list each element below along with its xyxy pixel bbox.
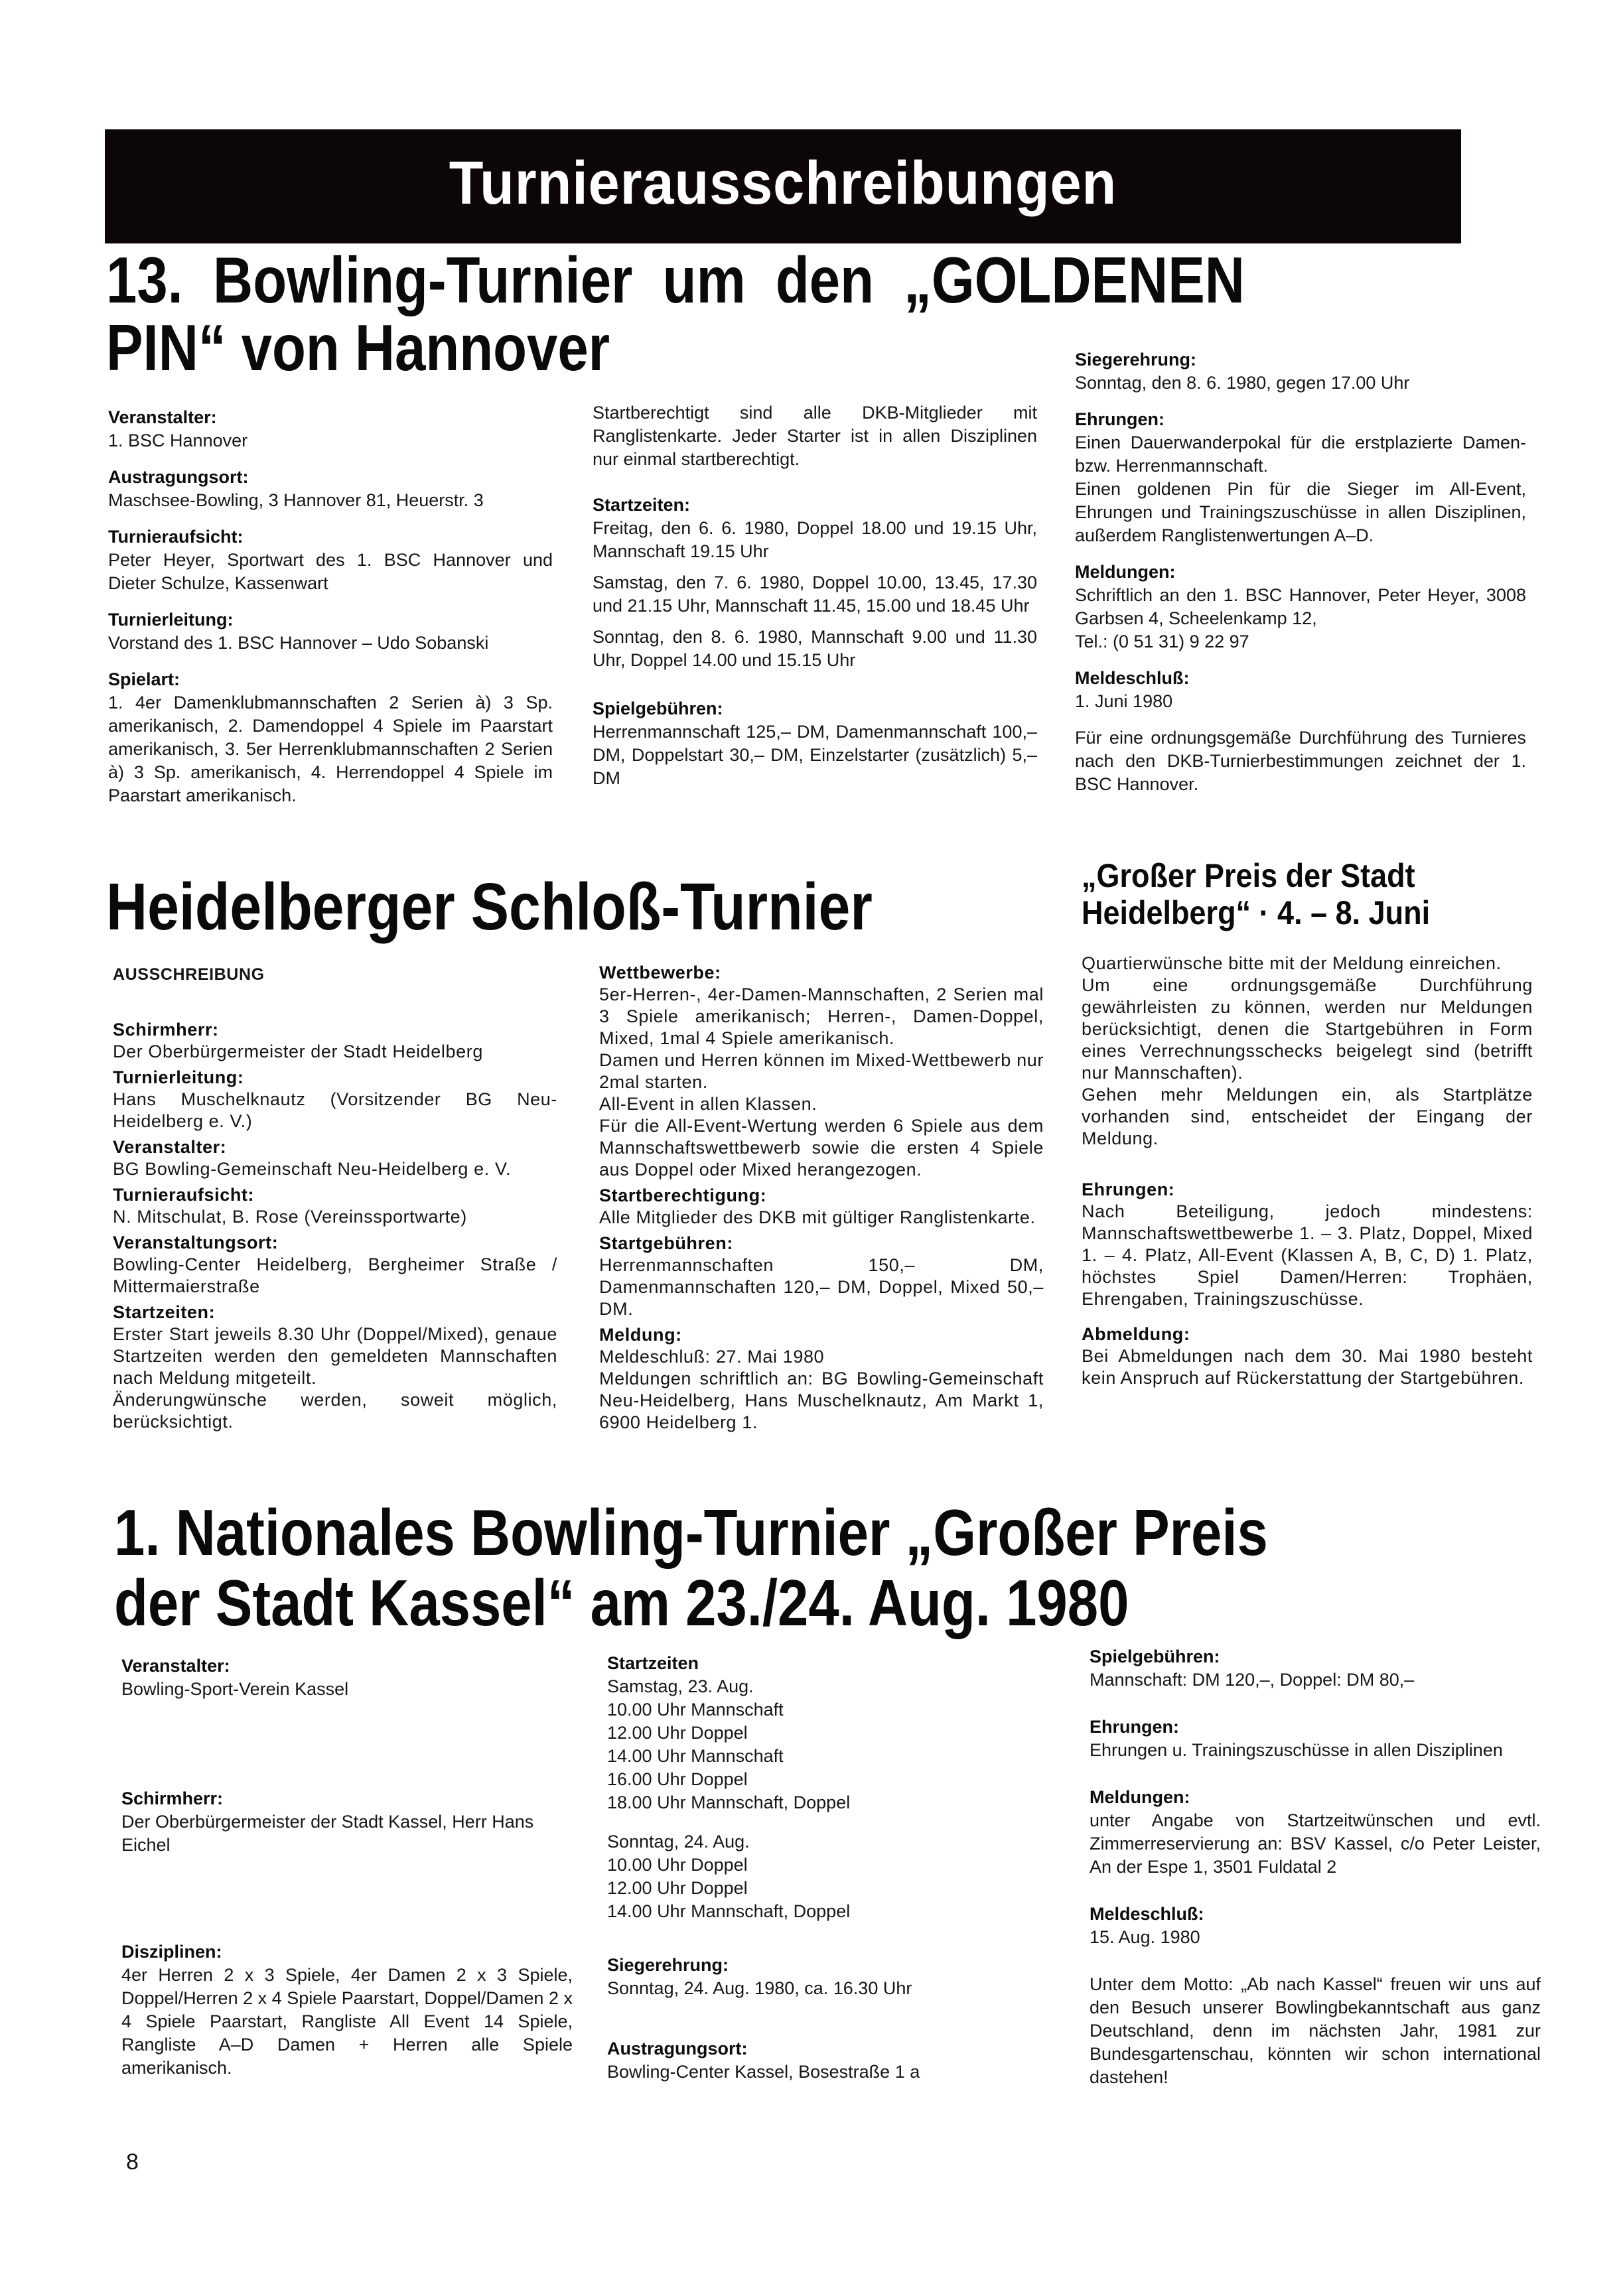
field-value: Ehrungen u. Trainingszuschüsse in allen Disziplinen <box>1090 1740 1503 1760</box>
field-value: Sonntag, 24. Aug. 1980, ca. 16.30 Uhr <box>607 1978 912 1998</box>
schedule-slot: 12.00 Uhr Doppel <box>607 1878 748 1898</box>
schedule-day: Sonntag, 24. Aug. <box>607 1832 750 1852</box>
field-label: Meldungen: <box>1075 562 1176 582</box>
info-block <box>1090 1903 1541 1949</box>
heidelberg-column-3 <box>1082 953 1533 1402</box>
field-value: 15. Aug. 1980 <box>1090 1927 1200 1947</box>
field-value: All-Event in allen Klassen. <box>599 1094 817 1114</box>
hannover-column-1 <box>108 406 553 821</box>
info-block <box>113 1136 557 1180</box>
info-block <box>108 608 553 655</box>
hannover-column-2 <box>593 401 1037 790</box>
hannover-headline-line1: 13. Bowling-Turnier um den „GOLDENEN <box>106 243 1245 316</box>
kassel-headline-line1: 1. Nationales Bowling-Turnier „Großer Preis <box>114 1496 1268 1569</box>
field-value: Meldungen schriftlich an: BG Bowling-Gemeinschaft Neu-Heidelberg, Hans Muschelknautz, Am Markt 1, 6900 Heidelberg 1. <box>599 1369 1044 1432</box>
field-label: Schirmherr: <box>121 1789 224 1808</box>
info-block <box>108 466 553 512</box>
hannover-headline-line2: PIN“ von Hannover <box>106 310 610 384</box>
field-label: Spielgebühren: <box>593 699 723 718</box>
field-label: Turnierleitung: <box>113 1067 244 1087</box>
info-block <box>121 1940 573 2080</box>
field-label: Spielart: <box>108 669 180 689</box>
field-label: Siegerehrung: <box>607 1955 729 1975</box>
kassel-column-1 <box>121 1654 573 2093</box>
eligibility-text: Startberechtigt sind alle DKB-Mitglieder mit Ranglistenkarte. Jeder Starter ist in allen Disziplinen nur einmal startberechtigt. <box>593 403 1037 469</box>
field-value: 4er Herren 2 x 3 Spiele, 4er Damen 2 x 3 Spiele, Doppel/Herren 2 x 4 Spiele Paarstart, Doppel/Damen 2 x 4 Spiele Paarstart, Rangliste All Event 14 Spiele, Rangliste A–D Damen + Herren alle Spiele amerikanisch. <box>121 1965 573 2078</box>
field-label: Veranstalter: <box>121 1656 230 1676</box>
field-value: Nach Beteiligung, jedoch mindestens: Mannschaftswettbewerbe 1. – 3. Platz, Doppel, Mixed 1. – 4. Platz, All-Event (Klassen A, B, C, D) 1. Platz, höchstes Spiel Damen/Herren: Trophäen, Ehrengaben, Trainingszuschüsse. <box>1082 1201 1533 1309</box>
field-label: Meldung: <box>599 1325 682 1345</box>
field-value: Änderungwünsche werden, soweit möglich, berücksichtigt. <box>113 1390 557 1432</box>
field-value: Um eine ordnungsgemäße Durchführung gewährleisten zu können, werden nur Meldungen berücksichtigt, denen die Startgebühren in Form eines Verrechnungsschecks beigelegt sind (betrifft nur Mannschaften). <box>1082 975 1533 1083</box>
info-block <box>1082 1323 1533 1389</box>
field-value: Der Oberbürgermeister der Stadt Kassel, Herr Hans Eichel <box>121 1812 534 1855</box>
kassel-headline <box>114 1498 1468 1639</box>
info-block <box>113 1019 557 1063</box>
field-label: Ehrungen: <box>1090 1717 1179 1737</box>
info-block <box>113 1067 557 1132</box>
field-value: Für die All-Event-Wertung werden 6 Spiele aus dem Mannschaftswettbewerb sowie die ersten 4 Spiele aus Doppel oder Mixed herangezogen. <box>599 1116 1044 1180</box>
field-value: BG Bowling-Gemeinschaft Neu-Heidelberg e. V. <box>113 1159 512 1179</box>
field-value: Schriftlich an den 1. BSC Hannover, Peter Heyer, 3008 Garbsen 4, Scheelenkamp 12, <box>1075 585 1526 628</box>
field-label: Abmeldung: <box>1082 1324 1190 1344</box>
field-label: Austragungsort: <box>607 2039 748 2059</box>
motto-text: Unter dem Motto: „Ab nach Kassel“ freuen wir uns auf den Besuch unserer Bowlingbekanntschaft aus ganz Deutschland, denn im nächsten Jahr, 1981 zur Bundesgartenschau, könnten wir schon international dastehen! <box>1090 1974 1541 2087</box>
heidelberg-headline <box>106 870 1133 944</box>
field-value: Meldeschluß: 27. Mai 1980 <box>599 1347 825 1367</box>
info-block <box>108 668 553 807</box>
schedule-slot: 16.00 Uhr Doppel <box>607 1769 748 1789</box>
field-value: Bowling-Center Heidelberg, Bergheimer Straße / Mittermaierstraße <box>113 1254 557 1296</box>
field-label: Startberechtigung: <box>599 1185 767 1205</box>
field-label: Siegerehrung: <box>1075 350 1197 370</box>
field-label: Wettbewerbe: <box>599 963 721 982</box>
field-label: Veranstaltungsort: <box>113 1233 279 1252</box>
field-label: Startgebühren: <box>599 1233 733 1253</box>
field-label: Ehrungen: <box>1075 409 1164 429</box>
info-block <box>121 1787 573 1857</box>
info-block <box>121 1654 573 1701</box>
field-value: N. Mitschulat, B. Rose (Vereinssportwarte) <box>113 1207 467 1227</box>
heidelberg-headline-text: Heidelberger Schloß-Turnier <box>106 870 873 944</box>
info-block <box>1075 667 1526 713</box>
subhead-line2: Heidelberg“ · 4. – 8. Juni <box>1082 894 1431 931</box>
field-value: Peter Heyer, Sportwart des 1. BSC Hannover und Dieter Schulze, Kassenwart <box>108 550 553 593</box>
heidelberg-column-2 <box>599 962 1044 1447</box>
field-value: Sonntag, den 8. 6. 1980, gegen 17.00 Uhr <box>1075 373 1410 393</box>
field-value: Maschsee-Bowling, 3 Hannover 81, Heuerstr. 3 <box>108 490 484 510</box>
field-label: Meldungen: <box>1090 1787 1190 1807</box>
field-value: 1. Juni 1980 <box>1075 691 1173 711</box>
heidelberg-column-1 <box>113 964 557 1446</box>
schedule-day: Samstag, 23. Aug. <box>607 1676 754 1696</box>
phone-number: Tel.: (0 51 31) 9 22 97 <box>1075 632 1249 651</box>
field-label: Startzeiten: <box>593 495 691 515</box>
info-block <box>113 1302 557 1433</box>
info-block <box>599 1233 1044 1320</box>
field-value: 1. 4er Damenklubmannschaften 2 Serien à) 3 Sp. amerikanisch, 2. Damendoppel 4 Spiele im Paarstart amerikanisch, 3. 5er Herrenklubmannschaften 2 Serien à) 3 Sp. amerikanisch, 4. Herrendoppel 4 Spiele im Paarstart amerikanisch. <box>108 693 553 805</box>
info-block <box>108 406 553 452</box>
info-block <box>1075 726 1526 796</box>
info-block <box>113 1184 557 1228</box>
info-block <box>593 401 1037 471</box>
start-time-sunday: Sonntag, den 8. 6. 1980, Mannschaft 9.00 und 11.30 Uhr, Doppel 14.00 und 15.15 Uhr <box>593 627 1037 670</box>
field-label: Meldeschluß: <box>1075 668 1190 688</box>
field-label: Veranstalter: <box>113 1137 227 1157</box>
field-value: Gehen mehr Meldungen ein, als Startplätze vorhanden sind, entscheidet der Eingang der Meldung. <box>1082 1085 1533 1148</box>
section-banner <box>105 129 1461 243</box>
field-value: Bowling-Sport-Verein Kassel <box>121 1679 349 1699</box>
info-block <box>1082 953 1533 1150</box>
field-value: Herrenmannschaften 150,– DM, Damenmannschaften 120,– DM, Doppel, Mixed 50,– DM. <box>599 1255 1044 1319</box>
field-value: Der Oberbürgermeister der Stadt Heidelberg <box>113 1042 483 1061</box>
field-value: Einen goldenen Pin für die Sieger im All-Event, Ehrungen und Trainingszuschüsse in allen Disziplinen, außerdem Ranglistenwertungen A–D. <box>1075 479 1526 545</box>
banner-title: Turnierausschreibungen <box>449 149 1117 217</box>
start-time-friday: Freitag, den 6. 6. 1980, Doppel 18.00 und 19.15 Uhr, Mannschaft 19.15 Uhr <box>593 518 1037 561</box>
field-label: Ehrungen: <box>1082 1180 1175 1199</box>
info-block <box>1075 561 1526 653</box>
info-block <box>1090 1973 1541 2089</box>
field-label: Disziplinen: <box>121 1942 222 1962</box>
field-label: Spielgebühren: <box>1090 1647 1220 1666</box>
field-value: 1. BSC Hannover <box>108 431 248 450</box>
kassel-headline-line2: der Stadt Kassel“ am 23./24. Aug. 1980 <box>114 1566 1129 1639</box>
start-time-saturday: Samstag, den 7. 6. 1980, Doppel 10.00, 13.45, 17.30 und 21.15 Uhr, Mannschaft 11.45, 15.00 und 18.45 Uhr <box>593 573 1037 616</box>
field-value: Bei Abmeldungen nach dem 30. Mai 1980 besteht kein Anspruch auf Rückerstattung der Startgebühren. <box>1082 1346 1533 1388</box>
info-block <box>1082 1179 1533 1310</box>
info-block <box>1090 1786 1541 1879</box>
subhead-line1: „Großer Preis der Stadt <box>1082 857 1415 894</box>
field-label: Turnieraufsicht: <box>113 1185 255 1205</box>
kassel-column-2 <box>607 1652 1058 2084</box>
closing-note: Für eine ordnungsgemäße Durchführung des Turnieres nach den DKB-Turnierbestimmungen zeichnet der 1. BSC Hannover. <box>1075 728 1526 794</box>
schedule-slot: 14.00 Uhr Mannschaft, Doppel <box>607 1901 851 1921</box>
field-value: 5er-Herren-, 4er-Damen-Mannschaften, 2 Serien mal 3 Spiele amerikanisch; Herren-, Damen-Doppel, Mixed, 1mal 4 Spiele amerikanisch. <box>599 984 1044 1048</box>
page-number: 8 <box>126 2149 139 2175</box>
field-label: Turnieraufsicht: <box>108 527 244 547</box>
field-label: Startzeiten: <box>113 1302 216 1322</box>
field-value: Erster Start jeweils 8.30 Uhr (Doppel/Mixed), genaue Startzeiten werden den gemeldeten Mannschaften nach Meldung mitgeteilt. <box>113 1324 557 1388</box>
field-value: Alle Mitglieder des DKB mit gültiger Ranglistenkarte. <box>599 1207 1036 1227</box>
schedule-slot: 10.00 Uhr Mannschaft <box>607 1700 784 1720</box>
info-block <box>599 1185 1044 1229</box>
info-block <box>1075 408 1526 547</box>
kassel-column-3 <box>1090 1645 1541 2102</box>
field-value: Damen und Herren können im Mixed-Wettbewerb nur 2mal starten. <box>599 1050 1044 1092</box>
hannover-column-3 <box>1075 348 1526 809</box>
field-label: Meldeschluß: <box>1090 1904 1204 1924</box>
schedule-slot: 10.00 Uhr Doppel <box>607 1855 748 1875</box>
heidelberg-subhead <box>1082 857 1535 931</box>
info-block <box>1075 348 1526 395</box>
field-value: Vorstand des 1. BSC Hannover – Udo Sobanski <box>108 633 489 653</box>
field-label: Startzeiten <box>607 1653 699 1673</box>
fees-text: Herrenmannschaft 125,– DM, Damenmannschaft 100,– DM, Doppelstart 30,– DM, Einzelstarter (zusätzlich) 5,– DM <box>593 722 1037 788</box>
schedule-slot: 12.00 Uhr Doppel <box>607 1723 748 1743</box>
info-block <box>108 525 553 595</box>
info-block <box>1090 1645 1541 1692</box>
field-label: Veranstalter: <box>108 407 217 427</box>
field-label: Schirmherr: <box>113 1020 219 1040</box>
field-value: unter Angabe von Startzeitwünschen und evtl. Zimmerreservierung an: BSV Kassel, c/o Peter Leister, An der Espe 1, 3501 Fuldatal 2 <box>1090 1810 1541 1877</box>
field-value: Einen Dauerwanderpokal für die erstplazierte Damen- bzw. Herrenmannschaft. <box>1075 433 1526 476</box>
ausschreibung-label: AUSSCHREIBUNG <box>113 965 265 984</box>
info-block <box>599 962 1044 1181</box>
field-label: Turnierleitung: <box>108 610 234 630</box>
field-label: Austragungsort: <box>108 467 249 487</box>
schedule-slot: 18.00 Uhr Mannschaft, Doppel <box>607 1792 851 1812</box>
field-value: Hans Muschelknautz (Vorsitzender BG Neu-Heidelberg e. V.) <box>113 1089 557 1131</box>
schedule-slot: 14.00 Uhr Mannschaft <box>607 1746 784 1766</box>
info-block <box>113 1232 557 1298</box>
info-block <box>599 1324 1044 1434</box>
field-value: Quartierwünsche bitte mit der Meldung einreichen. <box>1082 953 1502 973</box>
field-value: Bowling-Center Kassel, Bosestraße 1 a <box>607 2062 920 2082</box>
info-block <box>1090 1716 1541 1762</box>
field-value: Mannschaft: DM 120,–, Doppel: DM 80,– <box>1090 1670 1415 1690</box>
